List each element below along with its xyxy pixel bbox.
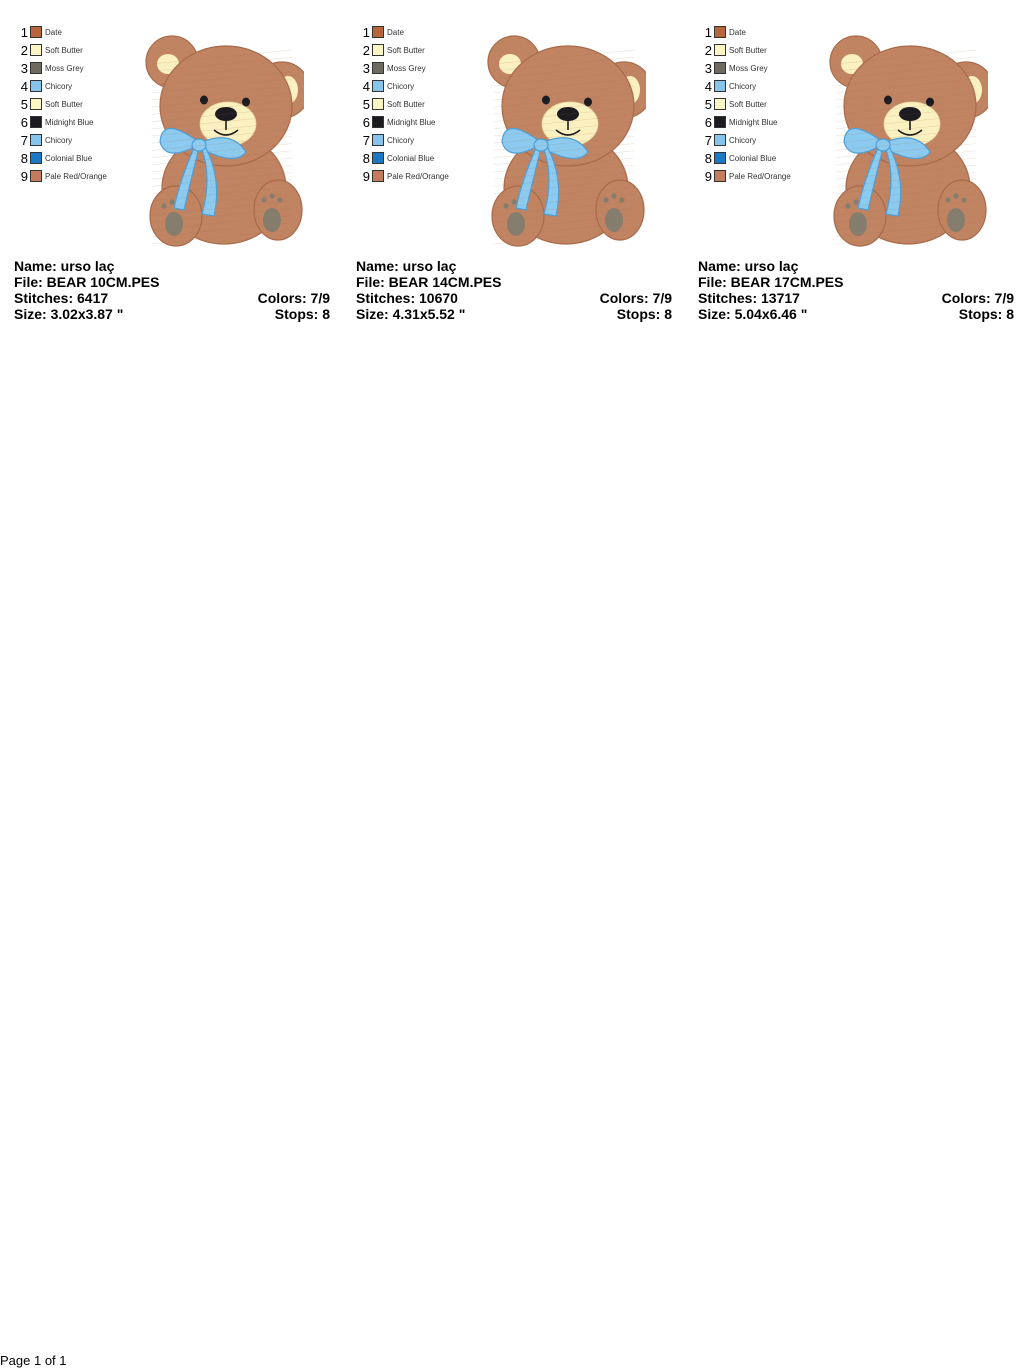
legend-color-name: Pale Red/Orange (387, 172, 449, 181)
legend-item (356, 78, 486, 96)
legend-number: 4 (704, 79, 712, 94)
legend-item (14, 78, 144, 96)
bow-knot (876, 139, 890, 151)
legend-color-name: Moss Grey (729, 64, 768, 73)
toe-pad (161, 203, 166, 208)
color-swatch (714, 170, 726, 182)
legend-number: 7 (704, 133, 712, 148)
legend-item (698, 150, 828, 168)
design-stops: Stops: 8 (274, 306, 330, 322)
design-stitches: Stitches: 10670 (356, 290, 458, 306)
color-swatch (372, 116, 384, 128)
bear-embroidery-preview (474, 30, 646, 250)
legend-item (356, 60, 486, 78)
legend-item (356, 42, 486, 60)
legend-item (356, 114, 486, 132)
left-foot-pad (165, 212, 183, 236)
legend-item (698, 24, 828, 42)
toe-pad (603, 197, 608, 202)
legend-color-name: Chicory (45, 82, 73, 91)
toe-pad (845, 203, 850, 208)
legend-number: 6 (362, 115, 370, 130)
design-panel (356, 24, 686, 334)
bear-embroidery-preview (132, 30, 304, 250)
design-info (14, 258, 330, 322)
color-swatch (30, 26, 42, 38)
bear-nose (557, 107, 579, 121)
legend-item (14, 132, 144, 150)
legend-color-name: Colonial Blue (729, 154, 777, 163)
legend-number: 9 (704, 169, 712, 184)
legend-number: 1 (362, 25, 370, 40)
toe-pad (277, 197, 282, 202)
design-colors: Colors: 7/9 (257, 290, 330, 306)
color-swatch (372, 152, 384, 164)
legend-color-name: Date (729, 28, 746, 37)
legend-number: 2 (362, 43, 370, 58)
legend-item (14, 60, 144, 78)
legend-color-name: Soft Butter (45, 46, 83, 55)
design-size: Size: 5.04x6.46 " (698, 306, 808, 322)
legend-color-name: Pale Red/Orange (729, 172, 791, 181)
left-foot-pad (849, 212, 867, 236)
bow-knot (192, 139, 206, 151)
legend-number: 1 (704, 25, 712, 40)
toe-pad (261, 197, 266, 202)
design-size: Size: 4.31x5.52 " (356, 306, 466, 322)
toe-pad (945, 197, 950, 202)
legend-color-name: Soft Butter (45, 100, 83, 109)
color-swatch (372, 134, 384, 146)
toe-pad (853, 199, 858, 204)
right-foot-pad (947, 208, 965, 232)
color-swatch (714, 152, 726, 164)
toe-pad (511, 199, 516, 204)
legend-color-name: Chicory (387, 82, 415, 91)
left-eye (884, 96, 892, 105)
color-swatch (714, 26, 726, 38)
color-swatch (372, 80, 384, 92)
legend-item (14, 168, 144, 186)
right-foot (938, 180, 986, 240)
design-file: File: BEAR 10CM.PES (14, 274, 160, 290)
legend-item (356, 24, 486, 42)
legend-number: 9 (20, 169, 28, 184)
legend-item (356, 150, 486, 168)
color-swatch (30, 62, 42, 74)
legend-color-name: Soft Butter (387, 100, 425, 109)
legend-number: 3 (362, 61, 370, 76)
legend-number: 7 (20, 133, 28, 148)
legend-number: 6 (704, 115, 712, 130)
toe-pad (169, 199, 174, 204)
color-swatch (714, 98, 726, 110)
page-footer: Page 1 of 1 (0, 1353, 67, 1368)
toe-pad (503, 203, 508, 208)
design-file: File: BEAR 14CM.PES (356, 274, 502, 290)
legend-color-name: Soft Butter (387, 46, 425, 55)
design-info (356, 258, 672, 322)
design-name: Name: urso laç (14, 258, 115, 274)
left-eye (542, 96, 550, 105)
color-swatch (372, 62, 384, 74)
right-foot-pad (605, 208, 623, 232)
color-swatch (30, 44, 42, 56)
legend-number: 1 (20, 25, 28, 40)
legend-item (698, 78, 828, 96)
legend-number: 6 (20, 115, 28, 130)
left-eye (200, 96, 208, 105)
design-panel (698, 24, 1024, 334)
bear-nose (899, 107, 921, 121)
legend-color-name: Colonial Blue (387, 154, 435, 163)
legend-color-name: Midnight Blue (729, 118, 778, 127)
legend-color-name: Moss Grey (45, 64, 84, 73)
legend-number: 2 (704, 43, 712, 58)
legend-number: 5 (704, 97, 712, 112)
legend-item (14, 114, 144, 132)
color-swatch (714, 80, 726, 92)
legend-item (698, 132, 828, 150)
legend-item (14, 42, 144, 60)
color-swatch (714, 134, 726, 146)
legend-number: 8 (362, 151, 370, 166)
legend-color-name: Midnight Blue (387, 118, 436, 127)
legend-number: 5 (20, 97, 28, 112)
legend-item (698, 168, 828, 186)
legend-number: 8 (704, 151, 712, 166)
legend-item (698, 96, 828, 114)
legend-item (14, 24, 144, 42)
legend-number: 5 (362, 97, 370, 112)
legend-item (356, 168, 486, 186)
legend-number: 9 (362, 169, 370, 184)
legend-item (14, 150, 144, 168)
bear-embroidery-preview (816, 30, 988, 250)
color-swatch (372, 98, 384, 110)
left-foot-pad (507, 212, 525, 236)
right-foot (254, 180, 302, 240)
color-swatch (372, 170, 384, 182)
legend-color-name: Date (387, 28, 404, 37)
toe-pad (619, 197, 624, 202)
design-name: Name: urso laç (698, 258, 799, 274)
design-stitches: Stitches: 6417 (14, 290, 109, 306)
right-foot (596, 180, 644, 240)
color-swatch (714, 62, 726, 74)
bear-nose (215, 107, 237, 121)
legend-color-name: Midnight Blue (45, 118, 94, 127)
legend-color-name: Chicory (387, 136, 415, 145)
legend-color-name: Colonial Blue (45, 154, 93, 163)
toe-pad (961, 197, 966, 202)
design-file: File: BEAR 17CM.PES (698, 274, 844, 290)
design-colors: Colors: 7/9 (941, 290, 1014, 306)
legend-color-name: Pale Red/Orange (45, 172, 107, 181)
color-swatch (372, 44, 384, 56)
legend-color-name: Chicory (45, 136, 73, 145)
legend-item (698, 114, 828, 132)
legend-number: 4 (362, 79, 370, 94)
design-stitches: Stitches: 13717 (698, 290, 800, 306)
bow-knot (534, 139, 548, 151)
design-name: Name: urso laç (356, 258, 457, 274)
design-stops: Stops: 8 (616, 306, 672, 322)
color-swatch (30, 152, 42, 164)
legend-item (356, 132, 486, 150)
color-swatch (30, 98, 42, 110)
legend-color-name: Chicory (729, 82, 757, 91)
legend-number: 2 (20, 43, 28, 58)
legend-number: 3 (704, 61, 712, 76)
legend-number: 3 (20, 61, 28, 76)
legend-color-name: Chicory (729, 136, 757, 145)
legend-number: 7 (362, 133, 370, 148)
design-info (698, 258, 1014, 322)
color-swatch (714, 44, 726, 56)
color-swatch (372, 26, 384, 38)
color-swatch (30, 80, 42, 92)
color-swatch (30, 116, 42, 128)
legend-color-name: Soft Butter (729, 100, 767, 109)
design-panel (14, 24, 344, 334)
legend-number: 4 (20, 79, 28, 94)
color-swatch (714, 116, 726, 128)
legend-item (14, 96, 144, 114)
design-size: Size: 3.02x3.87 " (14, 306, 124, 322)
legend-color-name: Soft Butter (729, 46, 767, 55)
color-swatch (30, 170, 42, 182)
right-foot-pad (263, 208, 281, 232)
legend-item (356, 96, 486, 114)
legend-item (698, 42, 828, 60)
legend-number: 8 (20, 151, 28, 166)
legend-color-name: Date (45, 28, 62, 37)
legend-item (698, 60, 828, 78)
color-swatch (30, 134, 42, 146)
design-colors: Colors: 7/9 (599, 290, 672, 306)
design-stops: Stops: 8 (958, 306, 1014, 322)
legend-color-name: Moss Grey (387, 64, 426, 73)
